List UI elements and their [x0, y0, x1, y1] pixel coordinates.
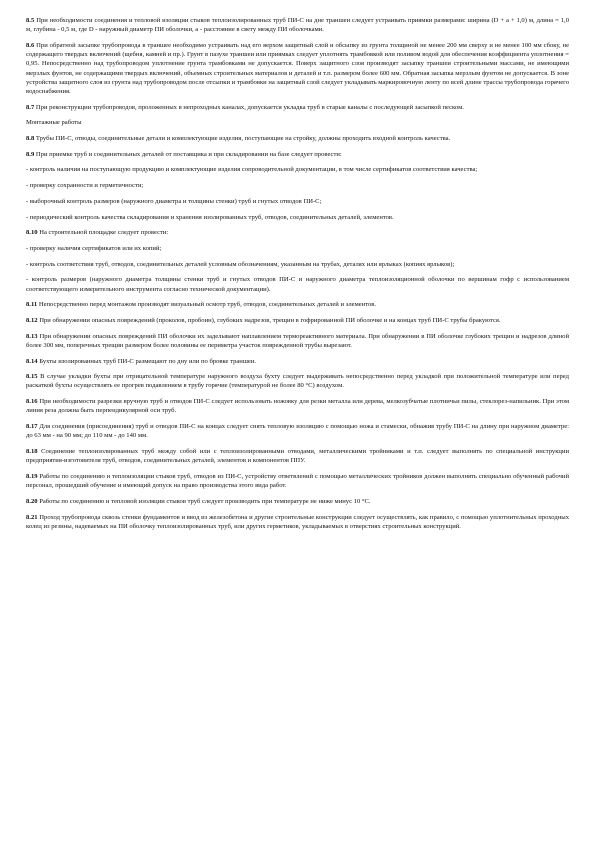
paragraph-8-20: [26, 497, 569, 506]
paragraph-8-16: [26, 397, 569, 415]
list-item-text: - периодический контроль качества складирования и хранения изолированных труб, отводов, соединительных деталей, элементов.: [26, 213, 394, 221]
paragraph-text: Соединение теплоизолированных труб между собой или с теплоизолированными отводами, металлическими тройниками и т.п. следует выполнять по специальной инструкции предприятия-изготовителя труб, отводов, соединительных деталей, элементов и компонентов ППУ.: [26, 448, 569, 465]
paragraph-8-15: [26, 372, 569, 390]
paragraph-8-6: [26, 41, 569, 96]
paragraph-8-21: [26, 513, 569, 531]
paragraph-text: Непосредственно перед монтажом производят визуальный осмотр труб, отводов, соединительных деталей и элементов.: [38, 301, 377, 309]
paragraph-text: Для соединения (присоединения) труб и отводов ПИ-С на концах следует снять тепловую изоляцию с помощью ножа и стамески, обнажив трубу ПИ-С на длину при наружном диаметре: до 63 мм - на 90 мм; до 110 мм - до 140 мм.: [26, 423, 569, 440]
paragraph-number: 8.12: [26, 316, 38, 324]
list-item-text: - проверку наличия сертификатов или их копий;: [26, 244, 162, 252]
paragraph-text: При необходимости соединения и тепловой изоляции стыков теплоизолированных труб ПИ-С на дне траншеи следует устраивать приямки размерами: ширина (D + a + 1,0) м, длина = 1,0 м, глубина - 0,5 м, где D - наружный диаметр ПИ оболочки, a - расстояние в свету между ПИ оболочками.: [26, 17, 570, 34]
list-item-text: - выборочный контроль размеров (наружного диаметра и толщины стенки) труб и гнутых отводов ПИ-С;: [26, 197, 322, 205]
paragraph-number: 8.15: [26, 373, 38, 381]
paragraph-number: 8.18: [26, 448, 38, 455]
paragraph-8-17: [26, 422, 569, 440]
list-item: [26, 181, 569, 190]
paragraph-text: На строительной площадке следует провести:: [39, 229, 169, 237]
paragraph-8-19: [26, 472, 569, 490]
paragraph-8-11: [26, 300, 569, 309]
section-heading: [26, 118, 569, 127]
paragraph-text: В случае укладки бухты при отрицательной температуре наружного воздуха бухту следует выдерживать непосредственно перед укладкой при положительной температуре или перед раскаткой бухты осуществлять ее прогрев подавлением в трубу горячие (температурой не более 80 °С) воздухом.: [26, 373, 569, 390]
paragraph-text: При обнаружении опасных повреждений ПИ оболочки их заделывают наплавлением термореактивного материала. При обнаружении в ПИ оболочке глубоких трещин и надрезов длиной более 300 мм, поперечных трещин размером более половины ее периметра участок поврежденной трубы вырезают.: [26, 332, 569, 349]
paragraph-number: 8.20: [26, 497, 38, 505]
paragraph-number: 8.11: [26, 301, 38, 309]
list-item: [26, 213, 569, 222]
paragraph-text: При обнаружении опасных повреждений (проколов, пробоин), глубоких надрезов, трещин в гофрированной ПИ оболочке и на концах труб ПИ-С трубы бракуются.: [39, 316, 501, 324]
paragraph-text: При реконструкции трубопроводов, проложенных в непроходных каналах, допускается укладка труб в старые каналы с последующей засыпкой песком.: [35, 103, 464, 111]
list-item: [26, 260, 569, 269]
paragraph-text: Работы по соединению и теплоизоляции стыков труб, отводов из ПИ-С, устройству ответвлений с помощью металлических тройников должен выполнять специально обученный рабочий персонал, прошедший обучение и имеющий допуск на право производства этого вида работ.: [26, 472, 569, 490]
paragraph-number: 8.16: [26, 398, 38, 406]
paragraph-text: При обратной засыпке трубопровода в траншее необходимо устраивать над его верхом защитный слой и обсыпку из грунта толщиной не менее 200 мм сверху и не менее 100 мм сбоку, не содержащего твердых включений (щебня, камней и пр.). Грунт в пазухе траншеи или приямках следует уплотнять трамбовкой или поливом водой для обеспечения коэффициента уплотнения = 0,95. Непосредственно над трубопроводом уплотнение грунта трамбовками не допускается. Поверх защитного слоя производят засыпку траншеи строительными массами, не имеющими мерзлых фунтов, не содержащими твердых включений, объемных строительных материалов и деталей и т.п. размером более 600 мм. Обратная засыпка мерзлым фунтом не допускается. В зоне устройства защитного слоя из грунта над трубопроводом после отсыпки и трамбовки на защитный слой следует укладывать маркировочную ленту по всей длине трассы трубопровода горячего водоснабжения.: [26, 41, 569, 95]
paragraph-8-18: [26, 447, 569, 465]
section-heading-text: Монтажные работы: [26, 119, 82, 127]
list-item: [26, 244, 569, 253]
paragraph-text: При необходимости разрезки вручную труб и отводов ПИ-С следует использовать ножовку для резки металла или дерева, мелкозубчатые плотничьи пилы, стеклорез-напильник. При этом линия реза должна быть перпендикулярной оси труб.: [26, 398, 569, 415]
list-item-text: - контроль соответствия труб, отводов, соединительных деталей условным обозначениям, указанным на трубах, деталях или ярлыках (копиях ярлыков);: [26, 260, 455, 268]
paragraph-8-5: [26, 16, 569, 34]
paragraph-text: Бухты изолированных труб ПИ-С размещают по дну или по бровке траншеи.: [39, 357, 257, 365]
paragraph-8-13: [26, 332, 569, 350]
list-item: [26, 275, 569, 293]
paragraph-number: 8.6: [26, 41, 35, 49]
paragraph-8-14: [26, 357, 569, 366]
paragraph-8-10: [26, 228, 569, 237]
list-item: [26, 197, 569, 206]
paragraph-8-7: [26, 103, 569, 112]
paragraph-8-8: [26, 134, 569, 143]
list-item-text: - контроль размеров (наружного диаметра толщины стенки труб и гнутых отводов ПИ-С и наружного диаметра теплоизоляционной оболочки по вершинам гофр с использованием соответствующего измерительного инструмента согласно технической документации).: [26, 276, 569, 293]
paragraph-number: 8.13: [26, 332, 38, 340]
paragraph-number: 8.7: [26, 103, 35, 111]
paragraph-number: 8.10: [26, 229, 38, 237]
paragraph-number: 8.19: [26, 472, 38, 480]
paragraph-text: Проход трубопровода сквозь стенки фундаментов и ввод из железобетона и другие строительные конструкции следует осуществлять, как правило, с помощью уплотнительных проходных колец из резины, надеваемых на ПИ оболочку теплоизолированных труб, или других герметиков, укладываемых в отверстиях строительных конструкций.: [26, 513, 569, 530]
paragraph-text: Трубы ПИ-С, отводы, соединительные детали и комплектующие изделия, поступающие на стройку, должны проходить входной контроль качества.: [35, 135, 451, 143]
paragraph-number: 8.14: [26, 357, 38, 365]
paragraph-number: 8.5: [26, 17, 35, 24]
list-item-text: - контроль наличия на поступающую продукцию и комплектующие изделия сопроводительной документации, в том числе сертификатов соответствия качества;: [26, 166, 478, 174]
paragraph-8-9: [26, 150, 569, 159]
paragraph-number: 8.21: [26, 513, 38, 521]
paragraph-number: 8.17: [26, 423, 38, 431]
paragraph-number: 8.8: [26, 135, 35, 143]
paragraph-text: Работы по соединению и тепловой изоляции стыков труб следует производить при температуре не ниже минус 10 °С.: [39, 497, 371, 505]
list-item: [26, 165, 569, 174]
list-item-text: - проверку сохранности и герметичности;: [26, 182, 144, 190]
paragraph-number: 8.9: [26, 150, 35, 158]
paragraph-text: При приемке труб и соединительных деталей от поставщика и при складировании на базе следует провести:: [35, 150, 342, 158]
paragraph-8-12: [26, 316, 569, 325]
